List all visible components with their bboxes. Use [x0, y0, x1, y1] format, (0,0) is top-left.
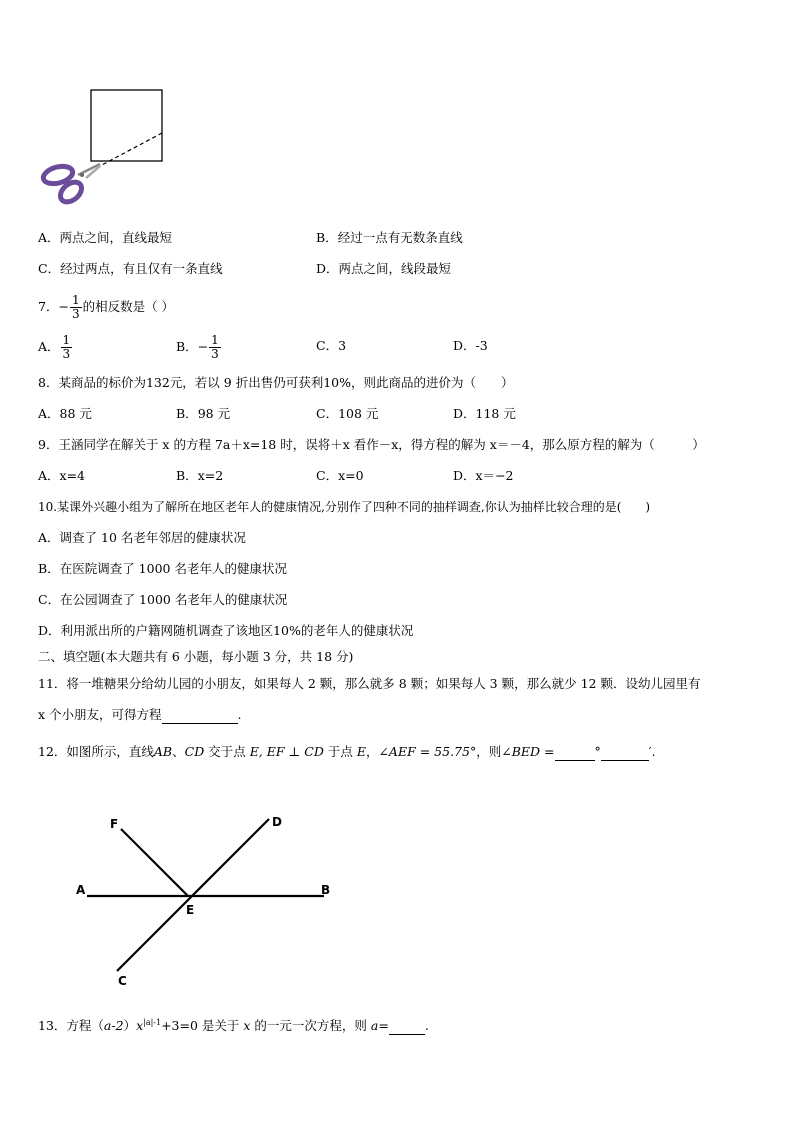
q7-option-d: D．-3	[453, 338, 488, 353]
q12-minute-blank[interactable]	[601, 744, 649, 761]
q7-option-b: B．− $\frac{1}{3}$	[176, 333, 219, 361]
q9-option-d: D．x＝−2	[453, 468, 514, 483]
label-d: D	[272, 815, 282, 829]
q10-option-a: A．调查了 10 名老年邻居的健康状况	[38, 530, 246, 545]
label-e: E	[186, 903, 195, 917]
q9-option-b: B．x=2	[176, 468, 224, 483]
q11-line-1: 11．将一堆糖果分给幼儿园的小朋友，如果每人 2 颗，那么就多 8 颗；如果每人 3 颗，那么就少 12 颗．设幼儿园里有	[38, 676, 701, 691]
q7-option-c: C．3	[316, 338, 347, 353]
q7-option-a: A． $\frac{1}{3}$	[38, 333, 71, 361]
q6-option-d: D．两点之间，线段最短	[316, 261, 452, 276]
scissors-icon	[41, 163, 100, 205]
q6-option-a: A．两点之间，直线最短	[38, 230, 173, 245]
line-ef	[121, 829, 188, 896]
label-f: F	[110, 817, 119, 831]
scissors-square-figure	[38, 86, 178, 211]
q10-option-b: B．在医院调查了 1000 名老年人的健康状况	[38, 561, 287, 576]
label-b: B	[321, 883, 331, 897]
q11-answer-blank[interactable]	[162, 707, 238, 724]
q12-geometry-figure	[70, 808, 340, 993]
section-2-heading: 二、填空题(本大题共有 6 小题，每小题 3 分，共 18 分)	[38, 649, 354, 664]
q12-degree-blank[interactable]	[555, 744, 595, 761]
q10-option-d: D．利用派出所的户籍网随机调查了该地区10%的老年人的健康状况	[38, 623, 414, 638]
paper-square	[91, 90, 162, 161]
q6-option-b: B．经过一点有无数条直线	[316, 230, 463, 245]
q9-option-c: C．x=0	[316, 468, 364, 483]
q9-option-a: A．x=4	[38, 468, 86, 483]
label-a: A	[76, 883, 86, 897]
q6-option-c: C．经过两点，有且仅有一条直线	[38, 261, 223, 276]
q12-stem: 12．如图所示，直线AB、CD 交于点 E, EF ⊥ CD 于点 E，∠AEF = 55.75°，则∠BED = ° ′.	[38, 744, 656, 759]
q7-fraction: $\frac{1}{3}$	[71, 293, 80, 321]
q8-option-c: C．108 元	[316, 406, 379, 421]
q8-option-b: B．98 元	[176, 406, 231, 421]
q10-stem: 10.某课外兴趣小组为了解所在地区老年人的健康情况,分别作了四种不同的抽样调查,你认为抽样比较合理的是( )	[38, 500, 651, 514]
q8-stem: 8．某商品的标价为132元，若以 9 折出售仍可获利10%，则此商品的进价为（ ）	[38, 375, 514, 390]
q11-line-2: x 个小朋友，可得方程 .	[38, 707, 242, 722]
q8-option-d: D．118 元	[453, 406, 516, 421]
label-c: C	[118, 974, 127, 988]
q13-stem: 13．方程$(a-2)x^{|a|-1}+3=0$ 是关于 x 的一元一次方程，则 a= .	[38, 1018, 429, 1034]
q10-option-c: C．在公园调查了 1000 名老年人的健康状况	[38, 592, 288, 607]
q13-answer-blank[interactable]	[389, 1018, 425, 1035]
q9-stem: 9．王涵同学在解关于 x 的方程 7a＋x=18 时，误将＋x 看作－x，得方程的解为 x＝－4，那么原方程的解为（ ）	[38, 437, 705, 452]
q7-stem: 7．− $\frac{1}{3}$ 的相反数是（ ）	[38, 293, 175, 321]
q8-option-a: A．88 元	[38, 406, 92, 421]
